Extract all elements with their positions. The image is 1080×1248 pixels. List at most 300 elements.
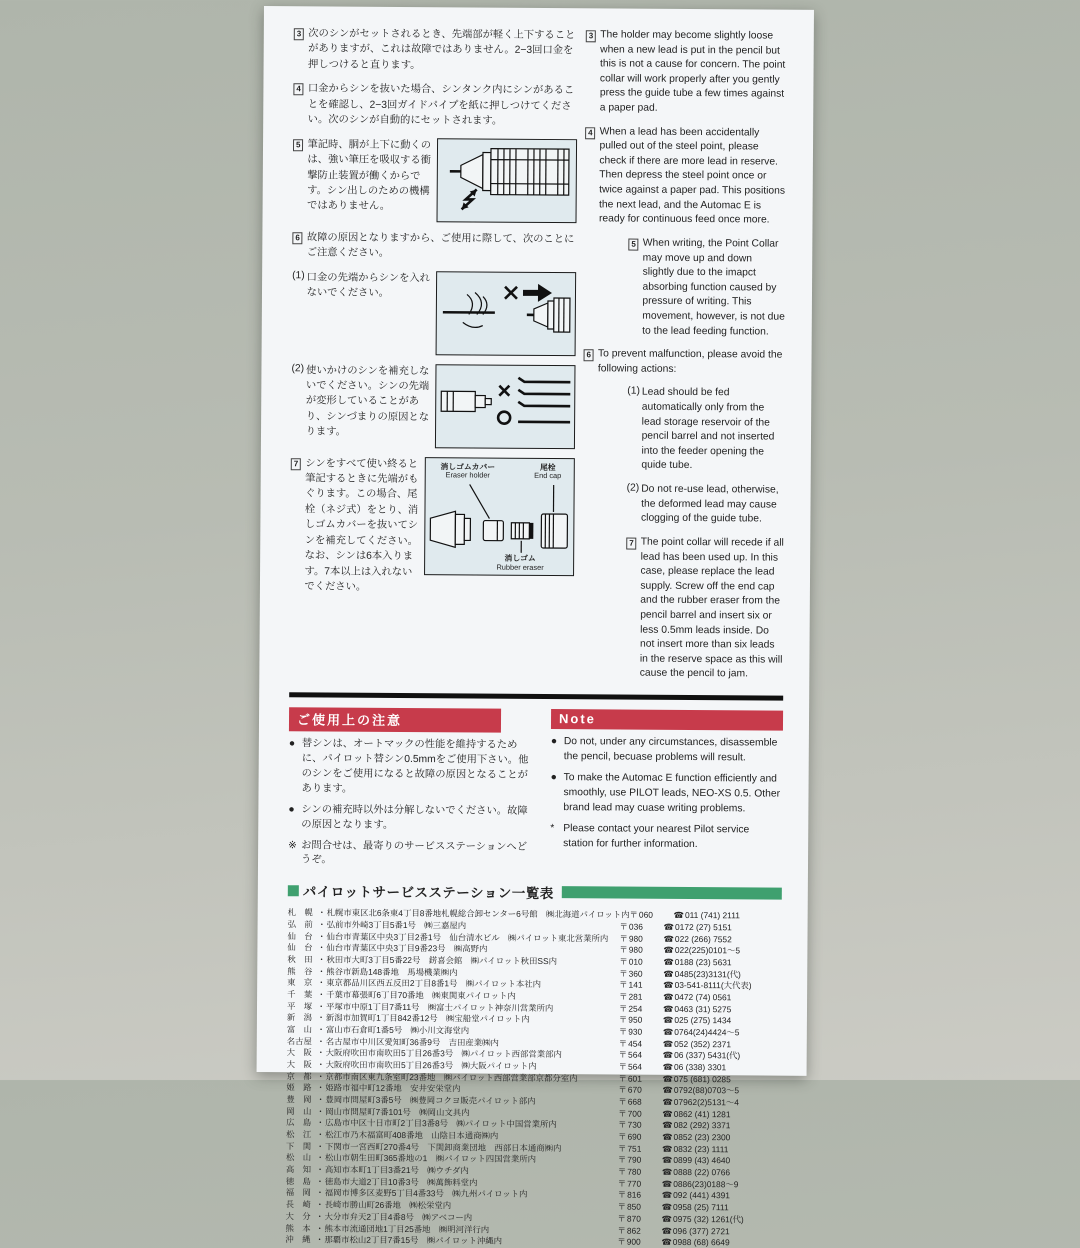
station-city: 広 島 bbox=[286, 1118, 316, 1128]
station-address: 松山市朝生田町365番地の1 ㈱パイロット四国営業所内 bbox=[325, 1153, 618, 1165]
phone-icon: ☎ bbox=[662, 1120, 673, 1130]
postal-value: 036 bbox=[629, 922, 643, 932]
bullet-mark: ● bbox=[550, 771, 563, 816]
station-phone bbox=[662, 1202, 780, 1213]
city-separator: ・ bbox=[316, 1153, 325, 1163]
phone-icon: ☎ bbox=[662, 1179, 673, 1189]
station-city: 豊 岡 bbox=[286, 1094, 316, 1104]
station-address: 秋田市大町3丁目5番22号 錺喜会館 ㈱パイロット秋田SS内 bbox=[326, 955, 619, 967]
phone-icon: ☎ bbox=[662, 1109, 673, 1119]
city-separator: ・ bbox=[316, 1071, 325, 1081]
station-phone bbox=[663, 980, 781, 991]
phone-icon: ☎ bbox=[663, 957, 674, 967]
station-phone bbox=[662, 1132, 780, 1143]
note-item-text: Please contact your nearest Pilot service station for further information. bbox=[563, 822, 782, 853]
jp-subitem-2-with-diagram bbox=[291, 363, 576, 449]
service-station-row bbox=[285, 1234, 779, 1248]
station-city: 熊 本 bbox=[285, 1223, 315, 1233]
phone-value: 025 (275) 1434 bbox=[674, 1015, 731, 1025]
phone-value: 022 (266) 7552 bbox=[675, 934, 732, 944]
station-phone bbox=[662, 1109, 780, 1120]
postal-mark-icon: 〒 bbox=[619, 992, 627, 1002]
subitem-number: (2) bbox=[291, 363, 304, 440]
postal-value: 141 bbox=[629, 980, 643, 990]
postal-value: 862 bbox=[627, 1225, 641, 1235]
postal-value: 010 bbox=[629, 957, 643, 967]
postal-mark-icon: 〒 bbox=[618, 1108, 626, 1118]
station-city: 徳 島 bbox=[286, 1176, 316, 1186]
en-item-3 bbox=[585, 28, 788, 117]
rubber-eraser-label-jp: 消しゴム bbox=[477, 554, 563, 564]
en-item-7-text: The point collar will recede if all lead has been used up. In this case, please replace the lead supply. Screw off the end cap and the rubber eraser from the pencil barrel and insert six or less 0.5mm leads inside. Do not insert more than six leads in the reserve space as this will cause the pencil to jam. bbox=[640, 536, 785, 683]
station-city: 新 潟 bbox=[287, 1013, 317, 1023]
section-divider bbox=[289, 692, 783, 700]
phone-icon: ☎ bbox=[663, 1039, 674, 1049]
postal-mark-icon: 〒 bbox=[618, 1202, 626, 1212]
postal-mark-icon: 〒 bbox=[619, 1015, 627, 1025]
item-number-box: 7 bbox=[626, 537, 637, 549]
postal-value: 700 bbox=[628, 1108, 642, 1118]
postal-value: 360 bbox=[629, 968, 643, 978]
station-address: 下関市一宮西町270番4号 下関卸商業団地 西部日本通商㈱内 bbox=[325, 1141, 618, 1153]
jp-item-7 bbox=[290, 456, 421, 596]
en-subitem-2-text: Do not re-use lead, otherwise, the deformed lead may cause clogging of the guide tube. bbox=[641, 483, 785, 528]
station-city: 長 崎 bbox=[286, 1199, 316, 1209]
station-postal-code bbox=[619, 1062, 663, 1072]
city-separator: ・ bbox=[318, 908, 327, 918]
phone-icon: ☎ bbox=[662, 1202, 673, 1212]
station-phone bbox=[662, 1144, 780, 1155]
used-lead-diagram bbox=[435, 364, 576, 449]
station-postal-code bbox=[619, 1050, 663, 1060]
phone-icon: ☎ bbox=[663, 992, 674, 1002]
bullet-mark: * bbox=[550, 822, 563, 852]
station-address: 大阪府吹田市南吹田5丁目26番3号 ㈱大阪パイロット内 bbox=[326, 1060, 619, 1072]
station-address: 長崎市勝山町26番地 ㈱松栄堂内 bbox=[325, 1200, 618, 1212]
station-address: 札幌市東区北6条東4丁目8番地札幌総合卸センター6号館 ㈱北海道パイロット内 bbox=[327, 908, 630, 920]
station-address: 仙台市青葉区中央3丁目9番23号 ㈱高野内 bbox=[326, 943, 619, 955]
instruction-sheet-paper bbox=[257, 6, 814, 1076]
phone-value: 022(225)0101～5 bbox=[675, 945, 740, 955]
postal-mark-icon: 〒 bbox=[630, 910, 638, 920]
note-item bbox=[550, 822, 782, 853]
city-separator: ・ bbox=[316, 1095, 325, 1105]
postal-value: 900 bbox=[627, 1237, 641, 1247]
en-item-4 bbox=[584, 125, 787, 229]
station-address: 新潟市加賀町1丁目842番12号 ㈱宝船堂パイロット内 bbox=[326, 1013, 619, 1025]
postal-mark-icon: 〒 bbox=[618, 1213, 626, 1223]
postal-value: 980 bbox=[629, 933, 643, 943]
item-number-box: 4 bbox=[293, 84, 304, 96]
city-separator: ・ bbox=[317, 1059, 326, 1069]
station-postal-code bbox=[619, 1003, 663, 1013]
phone-value: 0862 (41) 1281 bbox=[674, 1109, 731, 1119]
city-separator: ・ bbox=[317, 1013, 326, 1023]
en-subitem-1-text: Lead should be fed automatically only from the lead storage reservoir of the pencil barrel and not inserted into the feeder opening the quide tube. bbox=[641, 386, 785, 475]
postal-mark-icon: 〒 bbox=[618, 1143, 626, 1153]
item-number-box: 5 bbox=[293, 139, 304, 151]
jp-subitem-1-text: 口金の先端からシンを入れないでください。 bbox=[307, 270, 433, 302]
caution-header: ご使用上の注意 bbox=[289, 707, 501, 732]
rubber-eraser-label bbox=[477, 554, 563, 573]
station-address: 大分市弁天2丁目4番8号 ㈱アベコー内 bbox=[325, 1211, 618, 1223]
phone-value: 0852 (23) 2300 bbox=[674, 1132, 731, 1142]
phone-value: 052 (352) 2371 bbox=[674, 1039, 731, 1049]
station-postal-code bbox=[620, 922, 664, 932]
note-item-text: Do not, under any circumstances, disassemble the pencil, becuase problems will result. bbox=[564, 735, 783, 766]
caution-item-text: シンの補充時以外は分解しないでください。故障の原因となります。 bbox=[301, 803, 534, 834]
eraser-holder-label-jp: 消しゴムカバー bbox=[432, 462, 504, 472]
jp-item-7-text: シンをすべて使い終ると筆記するときに先端がもぐります。この場合、尾栓（ネジ式）をとり、消しゴムカバーを抜いてシンを補充してください。なお、シンは6本入ります。7本以上は入れないでください。 bbox=[304, 456, 421, 596]
city-separator: ・ bbox=[316, 1211, 325, 1221]
postal-value: 254 bbox=[628, 1003, 642, 1013]
subitem-number: (1) bbox=[292, 270, 305, 301]
station-postal-code bbox=[618, 1190, 662, 1200]
phone-icon: ☎ bbox=[674, 910, 685, 920]
station-address: 岡山市問屋町7番101号 ㈱岡山文具内 bbox=[325, 1106, 618, 1118]
phone-value: 0463 (31) 5275 bbox=[674, 1004, 731, 1014]
jp-subitem-2 bbox=[291, 363, 432, 441]
station-postal-code bbox=[618, 1155, 662, 1165]
item-number-box: 5 bbox=[628, 238, 639, 250]
station-phone bbox=[664, 922, 782, 933]
postal-value: 770 bbox=[627, 1178, 641, 1188]
phone-value: 0886(23)0188～9 bbox=[673, 1179, 738, 1189]
eraser-holder-label bbox=[432, 462, 504, 481]
jp-item-3-text: 次のシンがセットされるとき、先端部が軽く上下することがありますが、これは故障ではありません。2−3回口金を押しつけると直ります。 bbox=[308, 26, 578, 74]
station-address: 那覇市松山2丁目7番15号 ㈱パイロット沖縄内 bbox=[324, 1235, 617, 1247]
end-cap-label-jp: 尾栓 bbox=[526, 462, 570, 472]
station-city: 仙 台 bbox=[287, 931, 317, 941]
station-phone bbox=[663, 1062, 781, 1073]
city-separator: ・ bbox=[316, 1165, 325, 1175]
green-square-icon bbox=[288, 885, 299, 896]
caution-note-section bbox=[288, 707, 783, 872]
station-phone bbox=[663, 945, 781, 956]
station-postal-code bbox=[619, 1015, 663, 1025]
station-city: 下 関 bbox=[286, 1141, 316, 1151]
station-address: 熊本市流通団地1丁目25番地 ㈱明河洋行内 bbox=[324, 1223, 617, 1235]
phone-icon: ☎ bbox=[662, 1085, 673, 1095]
postal-mark-icon: 〒 bbox=[619, 957, 627, 967]
note-item bbox=[550, 771, 782, 817]
bullet-mark: ● bbox=[288, 803, 301, 833]
caution-item bbox=[288, 839, 534, 871]
jp-item-5-text: 筆記時、胴が上下に動くのは、強い筆圧を吸収する衝撃防止装置が働くからです。シン出しのための機構ではありません。 bbox=[307, 137, 433, 215]
jp-item-6-text: 故障の原因となりますから、ご使用に際して、次のことにご注意ください。 bbox=[307, 230, 577, 263]
station-address: 弘前市外崎3丁目5番1号 ㈱三嘉屋内 bbox=[327, 919, 620, 931]
phone-icon: ☎ bbox=[662, 1097, 673, 1107]
station-phone bbox=[663, 934, 781, 945]
phone-icon: ☎ bbox=[663, 1062, 674, 1072]
jp-item-4 bbox=[293, 82, 577, 130]
station-postal-code bbox=[619, 957, 663, 967]
note-item-text: To make the Automac E function efficiently and smoothly, use PILOT leads, NEO-XS 0.5. Other brand lead may cuase writing problems. bbox=[563, 771, 782, 817]
item-number-box: 7 bbox=[291, 458, 302, 470]
station-address: 福岡市博多区麦野5丁目4番33号 ㈱九州パイロット内 bbox=[325, 1188, 618, 1200]
station-phone bbox=[663, 1039, 781, 1050]
city-separator: ・ bbox=[317, 989, 326, 999]
caution-item-text: 替シンは、オートマックの性能を維持するために、パイロット替シン0.5mmをご使用下さい。他のシンをご使用になると故障の原因となることがあります。 bbox=[301, 737, 534, 798]
phone-icon: ☎ bbox=[663, 1015, 674, 1025]
station-postal-code bbox=[619, 945, 663, 955]
phone-icon: ☎ bbox=[662, 1144, 673, 1154]
city-separator: ・ bbox=[317, 931, 326, 941]
station-phone bbox=[662, 1085, 780, 1096]
station-address: 富山市石倉町1番5号 ㈱小川文海堂内 bbox=[326, 1025, 619, 1037]
station-postal-code bbox=[617, 1225, 661, 1235]
station-postal-code bbox=[619, 980, 663, 990]
service-station-title: パイロットサービスステーション一覧表 bbox=[303, 881, 554, 903]
phone-icon: ☎ bbox=[661, 1225, 672, 1235]
postal-value: 601 bbox=[628, 1073, 642, 1083]
station-city: 富 山 bbox=[287, 1024, 317, 1034]
green-header-bar bbox=[562, 886, 782, 900]
en-item-4-text: When a lead has been accidentally pulled out of the steel point, please check if there are more lead in reserve. Then depress the steel point once or twice against a paper pad. This positions the next lead, and the Automac E is ready for continuous feed once more. bbox=[599, 125, 787, 229]
station-address: 東京都品川区西五反田2丁目8番1号 ㈱パイロット本社内 bbox=[326, 978, 619, 990]
station-phone bbox=[663, 1015, 781, 1026]
station-city: 福 岡 bbox=[286, 1188, 316, 1198]
phone-value: 0975 (32) 1261(代) bbox=[673, 1214, 744, 1224]
station-phone bbox=[663, 1050, 781, 1061]
item-number-box: 3 bbox=[586, 30, 597, 42]
hand-lead-illustration bbox=[437, 272, 576, 355]
postal-mark-icon: 〒 bbox=[618, 1155, 626, 1165]
station-address: 高知市本町1丁目3番21号 ㈱ウチダ内 bbox=[325, 1165, 618, 1177]
no-lead-insert-diagram bbox=[436, 271, 577, 356]
caution-column bbox=[288, 707, 535, 870]
phone-icon: ☎ bbox=[662, 1074, 673, 1084]
item-number-box: 3 bbox=[294, 28, 305, 40]
phone-icon: ☎ bbox=[662, 1190, 673, 1200]
phone-icon: ☎ bbox=[664, 922, 675, 932]
station-address: 仙台市青葉区中央3丁目2番1号 仙台清水ビル ㈱パイロット東北営業所内 bbox=[326, 931, 619, 943]
item-number-box: 6 bbox=[292, 232, 303, 244]
postal-value: 690 bbox=[627, 1132, 641, 1142]
city-separator: ・ bbox=[316, 1130, 325, 1140]
phone-icon: ☎ bbox=[662, 1155, 673, 1165]
city-separator: ・ bbox=[316, 1118, 325, 1128]
station-address: 京都市南区東九条室町23番地 ㈱パイロット西部営業部京都分室内 bbox=[325, 1071, 618, 1083]
phone-icon: ☎ bbox=[663, 1050, 674, 1060]
station-postal-code bbox=[618, 1097, 662, 1107]
station-city: 東 京 bbox=[287, 978, 317, 988]
rubber-eraser-label-en: Rubber eraser bbox=[496, 562, 543, 571]
city-separator: ・ bbox=[316, 1188, 325, 1198]
city-separator: ・ bbox=[315, 1235, 324, 1245]
station-phone bbox=[662, 1155, 780, 1166]
jp-subitem-2-text: 使いかけのシンを補充しないでください。シンの先端が変形していることがあり、シンづまりの原因となります。 bbox=[306, 363, 432, 441]
station-phone bbox=[662, 1214, 780, 1225]
postal-mark-icon: 〒 bbox=[619, 1003, 627, 1013]
station-postal-code bbox=[618, 1202, 662, 1212]
postal-mark-icon: 〒 bbox=[618, 1085, 626, 1095]
shock-absorber-diagram bbox=[436, 138, 577, 223]
postal-value: 850 bbox=[627, 1202, 641, 1212]
phone-value: 096 (377) 2721 bbox=[673, 1225, 730, 1235]
station-postal-code bbox=[617, 1237, 661, 1247]
jp-subitem-1 bbox=[292, 270, 432, 302]
phone-value: 0899 (43) 4640 bbox=[673, 1155, 730, 1165]
bullet-mark: ● bbox=[551, 735, 564, 765]
station-city: 大 阪 bbox=[287, 1048, 317, 1058]
phone-value: 0888 (22) 0766 bbox=[673, 1167, 730, 1177]
postal-mark-icon: 〒 bbox=[617, 1225, 625, 1235]
station-phone bbox=[662, 1097, 780, 1108]
station-phone bbox=[662, 1074, 780, 1085]
phone-value: 06 (337) 5431(代) bbox=[674, 1050, 740, 1060]
postal-mark-icon: 〒 bbox=[618, 1132, 626, 1142]
phone-value: 0764(24)4424～5 bbox=[674, 1027, 739, 1037]
jp-item-3 bbox=[294, 26, 578, 74]
postal-mark-icon: 〒 bbox=[619, 945, 627, 955]
phone-value: 0988 (68) 6649 bbox=[673, 1237, 730, 1247]
service-station-table bbox=[285, 908, 781, 1248]
end-cap-label bbox=[526, 462, 570, 481]
note-list bbox=[550, 735, 783, 853]
city-separator: ・ bbox=[316, 1083, 325, 1093]
station-phone bbox=[661, 1225, 779, 1236]
postal-value: 670 bbox=[628, 1085, 642, 1095]
station-postal-code bbox=[618, 1085, 662, 1095]
postal-value: 780 bbox=[627, 1167, 641, 1177]
en-item-5 bbox=[628, 236, 787, 339]
caution-item bbox=[288, 803, 534, 835]
postal-value: 950 bbox=[628, 1015, 642, 1025]
station-phone bbox=[663, 969, 781, 980]
station-city: 弘 前 bbox=[288, 919, 318, 929]
city-separator: ・ bbox=[317, 1036, 326, 1046]
jp-item-6 bbox=[292, 230, 576, 263]
station-postal-code bbox=[618, 1143, 662, 1153]
phone-value: 075 (681) 0285 bbox=[674, 1074, 731, 1084]
station-city: 仙 台 bbox=[287, 943, 317, 953]
station-phone bbox=[663, 1027, 781, 1038]
city-separator: ・ bbox=[317, 1048, 326, 1058]
station-city: 高 知 bbox=[286, 1164, 316, 1174]
postal-mark-icon: 〒 bbox=[619, 1027, 627, 1037]
station-phone bbox=[662, 1167, 780, 1178]
station-postal-code bbox=[618, 1108, 662, 1118]
station-city: 平 塚 bbox=[287, 1001, 317, 1011]
phone-icon: ☎ bbox=[663, 934, 674, 944]
station-city: 名古屋 bbox=[287, 1036, 317, 1046]
station-phone bbox=[663, 992, 781, 1003]
city-separator: ・ bbox=[317, 943, 326, 953]
postal-value: 980 bbox=[629, 945, 643, 955]
note-item bbox=[551, 735, 783, 766]
postal-value: 751 bbox=[627, 1143, 641, 1153]
phone-value: 07962(2)5131～4 bbox=[674, 1097, 739, 1107]
station-postal-code bbox=[618, 1120, 662, 1130]
station-postal-code bbox=[619, 1027, 663, 1037]
city-separator: ・ bbox=[315, 1223, 324, 1233]
station-postal-code bbox=[619, 933, 663, 943]
jp-item-4-text: 口金からシンを抜いた場合、シンタンク内にシンがあることを確認し、2−3回ガイドパイプを紙に押しつけてください。次のシンが自動的にセットされます。 bbox=[308, 82, 578, 130]
en-subitem-2 bbox=[626, 483, 784, 528]
lead-comparison-illustration bbox=[436, 365, 575, 448]
service-station-header bbox=[288, 881, 782, 904]
en-item-3-text: The holder may become slightly loose when a new lead is put in the pencil but this is not a cause for concern. The point collar will work properly after you gently press the guide tube a few times against a paper pad. bbox=[600, 28, 788, 117]
station-address: 広島市中区十日市町2丁目3番8号 ㈱パイロット中国営業所内 bbox=[325, 1118, 618, 1130]
station-address: 千葉市幕張町6丁目70番地 ㈱東関東パイロット内 bbox=[326, 990, 619, 1002]
phone-value: 0958 (25) 7111 bbox=[673, 1202, 729, 1212]
station-postal-code bbox=[618, 1073, 662, 1083]
instructions-section bbox=[289, 26, 788, 691]
station-postal-code bbox=[618, 1213, 662, 1223]
note-header: Note bbox=[551, 709, 783, 731]
station-city: 大 阪 bbox=[287, 1059, 317, 1069]
station-address: 姫路市福中町12番地 安井安栄堂内 bbox=[325, 1083, 618, 1095]
postal-value: 870 bbox=[627, 1213, 641, 1223]
phone-value: 03-541-8111(大代表) bbox=[675, 980, 752, 991]
postal-mark-icon: 〒 bbox=[619, 968, 627, 978]
en-item-5-text: When writing, the Point Collar may move up and down slightly due to the imapct absorbing function caused by pressure of writing. This movement, however, is not due to the lead feeding function. bbox=[642, 237, 786, 340]
phone-icon: ☎ bbox=[663, 980, 674, 990]
station-postal-code bbox=[618, 1167, 662, 1177]
station-postal-code bbox=[618, 1132, 662, 1142]
note-column bbox=[550, 709, 783, 872]
phone-value: 0188 (23) 5631 bbox=[675, 957, 732, 967]
station-phone bbox=[674, 910, 792, 921]
station-city: 岡 山 bbox=[286, 1106, 316, 1116]
phone-icon: ☎ bbox=[661, 1237, 672, 1247]
postal-mark-icon: 〒 bbox=[618, 1097, 626, 1107]
postal-mark-icon: 〒 bbox=[619, 980, 627, 990]
station-city: 姫 路 bbox=[286, 1083, 316, 1093]
item-number-box: 6 bbox=[584, 349, 595, 361]
postal-mark-icon: 〒 bbox=[618, 1190, 626, 1200]
station-phone bbox=[662, 1120, 780, 1131]
station-postal-code bbox=[618, 1178, 662, 1188]
phone-value: 06 (338) 3301 bbox=[674, 1062, 726, 1072]
postal-mark-icon: 〒 bbox=[618, 1073, 626, 1083]
station-city: 松 山 bbox=[286, 1153, 316, 1163]
phone-icon: ☎ bbox=[663, 945, 674, 955]
city-separator: ・ bbox=[317, 1001, 326, 1011]
postal-value: 281 bbox=[628, 992, 642, 1002]
station-phone bbox=[661, 1237, 779, 1248]
postal-value: 564 bbox=[628, 1062, 642, 1072]
phone-value: 082 (292) 3371 bbox=[674, 1120, 731, 1130]
phone-icon: ☎ bbox=[663, 1027, 674, 1037]
phone-icon: ☎ bbox=[663, 969, 674, 979]
postal-value: 668 bbox=[628, 1097, 642, 1107]
station-city: 大 分 bbox=[286, 1211, 316, 1221]
subitem-number: (1) bbox=[627, 386, 640, 474]
station-postal-code bbox=[619, 992, 663, 1002]
station-city: 沖 縄 bbox=[285, 1234, 315, 1244]
pencil-tip-illustration bbox=[438, 139, 577, 222]
jp-item-7-with-diagram bbox=[290, 456, 575, 597]
postal-mark-icon: 〒 bbox=[620, 922, 628, 932]
jp-subitem-1-with-diagram bbox=[292, 270, 577, 356]
postal-value: 816 bbox=[627, 1190, 641, 1200]
item-number-box: 4 bbox=[585, 127, 596, 139]
postal-value: 564 bbox=[628, 1050, 642, 1060]
station-phone bbox=[662, 1179, 780, 1190]
postal-value: 060 bbox=[639, 910, 653, 920]
station-address: 平塚市中原1丁目7番11号 ㈱富士パイロット神奈川営業所内 bbox=[326, 1001, 619, 1013]
postal-value: 730 bbox=[628, 1120, 642, 1130]
phone-icon: ☎ bbox=[662, 1167, 673, 1177]
station-phone bbox=[663, 1004, 781, 1015]
postal-mark-icon: 〒 bbox=[618, 1178, 626, 1188]
city-separator: ・ bbox=[317, 966, 326, 976]
phone-value: 0485(23)3131(代) bbox=[675, 969, 741, 979]
station-address: 熊谷市新島148番地 馬場機業㈱内 bbox=[326, 966, 619, 978]
city-separator: ・ bbox=[317, 954, 326, 964]
